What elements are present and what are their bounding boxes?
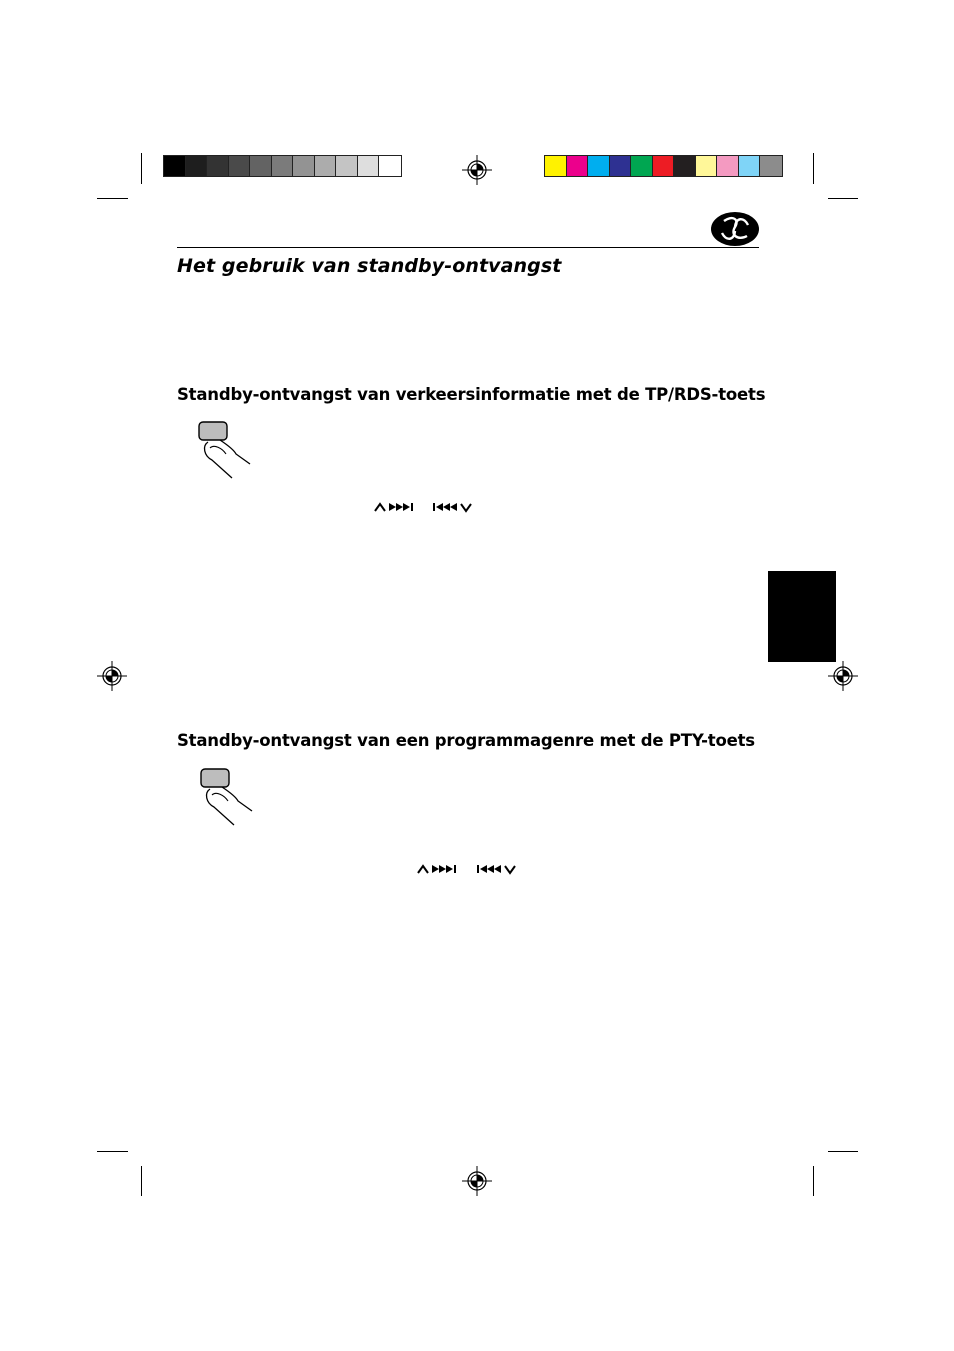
crop-mark <box>97 198 128 199</box>
section-tab-marker <box>768 571 836 662</box>
section-heading-pty: Standby-ontvangst van een programmagenre met de PTY-toets <box>177 731 755 750</box>
finger-press-icon <box>194 420 256 482</box>
color-swatch <box>653 156 675 176</box>
registration-mark-icon <box>97 661 127 691</box>
color-swatch <box>186 156 208 176</box>
header-rule <box>177 247 759 248</box>
color-swatch <box>293 156 315 176</box>
registration-mark-icon <box>828 661 858 691</box>
crop-mark <box>828 1151 858 1152</box>
registration-mark-icon <box>462 1166 492 1196</box>
crop-mark <box>813 153 814 184</box>
color-swatch <box>674 156 696 176</box>
page-title: Het gebruik van standby-ontvangst <box>177 255 562 277</box>
color-swatch <box>567 156 589 176</box>
color-swatch <box>631 156 653 176</box>
color-swatch <box>207 156 229 176</box>
crop-mark <box>141 153 142 184</box>
registration-mark-icon <box>462 155 492 185</box>
cd-logo-icon <box>710 211 760 247</box>
crop-mark <box>828 198 858 199</box>
color-swatch <box>696 156 718 176</box>
crop-mark <box>813 1166 814 1196</box>
up-next-track-icon <box>374 501 416 513</box>
color-swatch <box>229 156 251 176</box>
color-swatch <box>739 156 761 176</box>
gray-calibration-bar <box>163 155 402 177</box>
color-swatch <box>545 156 567 176</box>
finger-press-icon <box>196 767 258 829</box>
color-swatch <box>272 156 294 176</box>
color-swatch <box>717 156 739 176</box>
color-swatch <box>315 156 337 176</box>
color-swatch <box>588 156 610 176</box>
color-calibration-bar <box>544 155 783 177</box>
up-next-track-icon <box>417 863 459 875</box>
color-swatch <box>250 156 272 176</box>
color-swatch <box>379 156 401 176</box>
color-swatch <box>358 156 380 176</box>
color-swatch <box>336 156 358 176</box>
color-swatch <box>760 156 782 176</box>
color-swatch <box>610 156 632 176</box>
crop-mark <box>141 1166 142 1196</box>
color-swatch <box>164 156 186 176</box>
crop-mark <box>97 1151 128 1152</box>
section-heading-tp-rds: Standby-ontvangst van verkeersinformatie met de TP/RDS-toets <box>177 385 766 404</box>
prev-track-down-icon <box>476 863 520 875</box>
prev-track-down-icon <box>432 501 476 513</box>
